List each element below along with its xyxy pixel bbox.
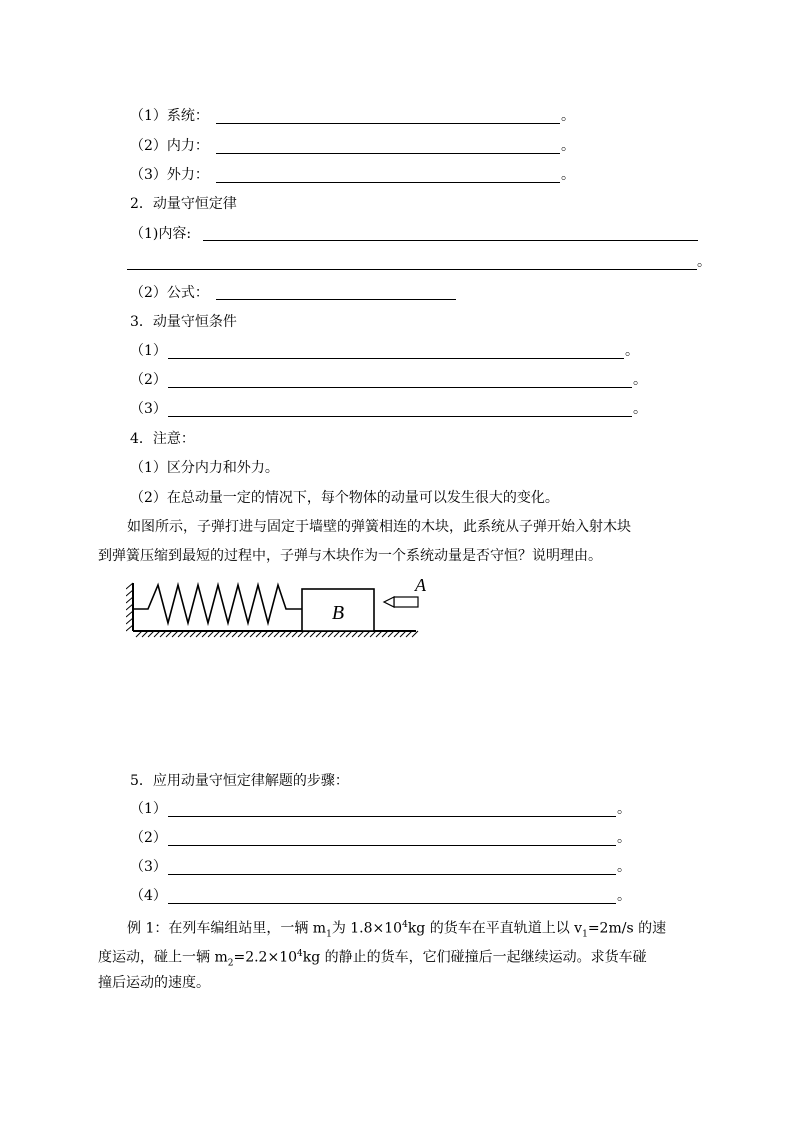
condition-blank-2[interactable]	[168, 387, 632, 388]
formula-blank[interactable]	[216, 299, 456, 300]
wall	[126, 583, 133, 631]
condition-label-2: （2）	[130, 372, 167, 388]
formula-label: （2）公式：	[130, 285, 209, 301]
spring-block-bullet-figure	[126, 573, 426, 639]
period: 。	[617, 830, 631, 846]
external-force-blank[interactable]	[216, 182, 560, 183]
bullet	[384, 597, 418, 607]
period: 。	[561, 167, 575, 183]
period: 。	[617, 859, 631, 875]
step-label-3: （3）	[130, 859, 167, 875]
section2-heading: 2．动量守恒定律	[130, 196, 237, 212]
period: 。	[617, 888, 631, 904]
period: 。	[561, 138, 575, 154]
content-blank-2[interactable]	[127, 269, 697, 270]
period: 。	[633, 401, 647, 417]
section5-heading: 5．应用动量守恒定律解题的步骤：	[130, 773, 349, 789]
note-1: （1）区分内力和外力。	[130, 460, 279, 476]
question-line-1: 如图所示，子弹打进与固定于墙壁的弹簧相连的木块，此系统从子弹开始入射木块	[127, 519, 631, 535]
example-line-2: 度运动，碰上一辆 $m_2=2.2\times 10^4kg$ 的静止的货车，它们碰撞后一起继续运动。求货车碰	[98, 949, 647, 969]
section3-heading: 3．动量守恒条件	[130, 314, 237, 330]
internal-force-blank[interactable]	[216, 153, 560, 154]
ground	[133, 631, 418, 637]
step-label-2: （2）	[130, 830, 167, 846]
condition-blank-3[interactable]	[168, 416, 632, 417]
step-blank-4[interactable]	[168, 903, 616, 904]
condition-label-3: （3）	[130, 401, 167, 417]
system-blank[interactable]	[216, 123, 560, 124]
example-line-3: 撞后运动的速度。	[98, 975, 210, 991]
period: 。	[625, 343, 639, 359]
content-label: （1)内容:	[130, 226, 192, 242]
condition-blank-1[interactable]	[168, 358, 624, 359]
system-label: （1）系统：	[130, 108, 209, 124]
period: 。	[697, 254, 711, 270]
step-label-4: （4）	[130, 888, 167, 904]
external-force-label: （3）外力：	[130, 167, 209, 183]
step-label-1: （1）	[130, 801, 167, 817]
step-blank-3[interactable]	[168, 874, 616, 875]
note-2: （2）在总动量一定的情况下，每个物体的动量可以发生很大的变化。	[130, 490, 559, 506]
period: 。	[561, 108, 575, 124]
internal-force-label: （2）内力：	[130, 138, 209, 154]
content-blank-1[interactable]	[203, 240, 698, 241]
bullet-label: A	[415, 575, 426, 595]
step-blank-1[interactable]	[168, 816, 616, 817]
block-label: B	[331, 602, 345, 624]
section4-heading: 4．注意：	[130, 431, 195, 447]
step-blank-2[interactable]	[168, 845, 616, 846]
spring	[133, 585, 302, 623]
period: 。	[617, 801, 631, 817]
period: 。	[633, 372, 647, 388]
condition-label-1: （1）	[130, 343, 167, 359]
example-line-1: 例 1：在列车编组站里，一辆 $m_1$为 $1.8\times 10^4kg$ 的货车在平直轨道上以 $v_1=2m/s$ 的速	[127, 920, 667, 940]
question-line-2: 到弹簧压缩到最短的过程中，子弹与木块作为一个系统动量是否守恒？说明理由。	[98, 548, 602, 564]
